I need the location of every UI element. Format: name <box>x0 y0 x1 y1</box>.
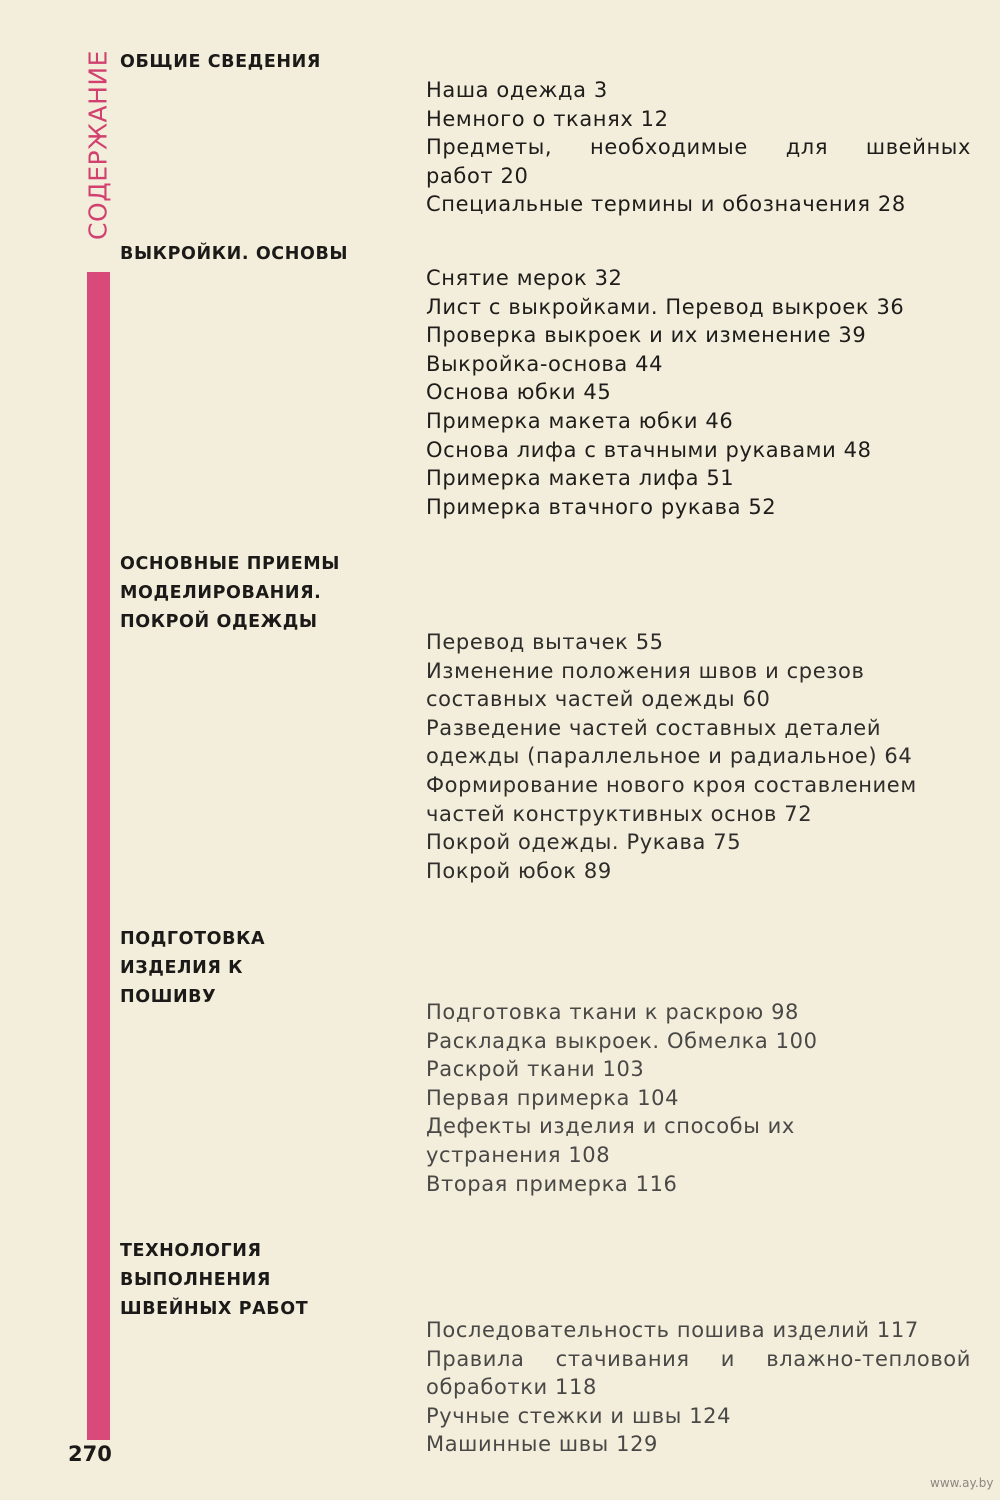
section-title-general <box>120 48 321 77</box>
toc-entry <box>426 1027 971 1056</box>
toc-entry-line: Изменение положения швов и срезов <box>426 658 865 683</box>
toc-entry <box>426 628 971 657</box>
toc-entry-line: Правила стачивания и влажно-тепловой <box>426 1346 971 1371</box>
toc-entry-line: Раскладка выкроек. Обмелка 100 <box>426 1028 818 1053</box>
toc-entry-line: Примерка макета юбки 46 <box>426 408 734 433</box>
toc-entry <box>426 857 971 886</box>
toc-entry <box>426 1055 971 1084</box>
toc-entry-line: Последовательность пошива изделий 117 <box>426 1318 919 1342</box>
toc-entry-line: составных частей одежды 60 <box>426 687 771 712</box>
toc-list-technology <box>426 1316 971 1459</box>
toc-entry <box>426 264 971 293</box>
section-title-line: ИЗДЕЛИЯ К <box>120 958 244 978</box>
toc-entry-line: Специальные термины и обозначения 28 <box>426 192 906 217</box>
toc-entry <box>426 1345 971 1402</box>
toc-entry <box>426 493 971 522</box>
vertical-contents-title <box>82 43 114 248</box>
toc-entry-line: Покрой юбок 89 <box>426 858 612 883</box>
section-title-line: ВЫКРОЙКИ. ОСНОВЫ <box>120 244 349 264</box>
section-title-line: ПОДГОТОВКА <box>120 929 266 949</box>
section-title-line: ШВЕЙНЫХ РАБОТ <box>120 1299 309 1319</box>
toc-entry <box>426 1430 971 1459</box>
toc-entry-line: Примерка макета лифа 51 <box>426 466 735 491</box>
toc-entry-line: Основа юбки 45 <box>426 380 612 405</box>
toc-entry <box>426 378 971 407</box>
section-title-line: ПОШИВУ <box>120 987 217 1007</box>
toc-entry-line: устранения 108 <box>426 1142 611 1167</box>
toc-entry-line: Немного о тканях 12 <box>426 106 669 131</box>
toc-entry <box>426 1112 971 1169</box>
toc-entry-line: Основа лифа с втачными рукавами 48 <box>426 437 872 462</box>
section-title-preparation <box>120 925 265 1012</box>
section-title-line: ТЕХНОЛОГИЯ <box>120 1241 262 1261</box>
accent-bar <box>87 272 110 1440</box>
toc-entry-line: Раскрой ткани 103 <box>426 1057 645 1082</box>
toc-entry-line: Выкройка-основа 44 <box>426 351 664 376</box>
section-title-line: ОСНОВНЫЕ ПРИЕМЫ <box>120 554 341 574</box>
toc-entry <box>426 133 971 190</box>
toc-entry-line: Машинные швы 129 <box>426 1432 659 1457</box>
toc-entry <box>426 1316 971 1345</box>
toc-entry <box>426 464 971 493</box>
toc-list-general <box>426 76 971 219</box>
section-title-line: ПОКРОЙ ОДЕЖДЫ <box>120 612 318 632</box>
toc-entry-line: одежды (параллельное и радиальное) 64 <box>426 744 913 769</box>
toc-entry-line: Вторая примерка 116 <box>426 1171 678 1196</box>
toc-entry-line: обработки 118 <box>426 1375 597 1400</box>
toc-entry-line: Примерка втачного рукава 52 <box>426 494 777 519</box>
toc-entry-line: Предметы, необходимые для швейных <box>426 135 971 160</box>
toc-list-preparation <box>426 998 971 1198</box>
toc-entry <box>426 714 971 771</box>
section-title-line: ВЫПОЛНЕНИЯ <box>120 1270 271 1290</box>
toc-entry <box>426 998 971 1027</box>
toc-entry <box>426 293 971 322</box>
toc-entry-line: Дефекты изделия и способы их <box>426 1114 795 1139</box>
toc-entry-line: работ 20 <box>426 163 529 188</box>
section-title-technology <box>120 1237 308 1324</box>
toc-entry <box>426 1170 971 1199</box>
toc-entry <box>426 321 971 350</box>
toc-entry <box>426 190 971 219</box>
page-number: 270 <box>68 1442 112 1466</box>
toc-entry-line: Разведение частей составных деталей <box>426 715 882 740</box>
toc-entry <box>426 436 971 465</box>
toc-entry <box>426 771 971 828</box>
toc-entry-line: Подготовка ткани к раскрою 98 <box>426 1000 800 1024</box>
section-title-line: ОБЩИЕ СВЕДЕНИЯ <box>120 52 321 72</box>
toc-entry <box>426 1402 971 1431</box>
section-title-line: МОДЕЛИРОВАНИЯ. <box>120 583 322 603</box>
toc-entry <box>426 105 971 134</box>
vertical-contents-title-text: СОДЕРЖАНИЕ <box>83 50 113 240</box>
toc-list-patterns <box>426 264 971 521</box>
toc-entry-line: Лист с выкройками. Перевод выкроек 36 <box>426 294 905 319</box>
toc-entry-line: Проверка выкроек и их изменение 39 <box>426 323 867 348</box>
toc-entry-line: Формирование нового кроя составлением <box>426 772 917 797</box>
toc-entry-line: Ручные стежки и швы 124 <box>426 1403 732 1428</box>
watermark: www.ay.by <box>930 1476 994 1490</box>
section-title-modeling <box>120 550 340 637</box>
toc-entry-line: частей конструктивных основ 72 <box>426 801 813 826</box>
toc-entry <box>426 76 971 105</box>
toc-entry <box>426 828 971 857</box>
toc-entry-line: Наша одежда 3 <box>426 78 608 102</box>
toc-entry-line: Снятие мерок 32 <box>426 266 623 290</box>
toc-entry-line: Перевод вытачек 55 <box>426 630 664 654</box>
toc-entry-line: Первая примерка 104 <box>426 1085 680 1110</box>
toc-entry <box>426 407 971 436</box>
toc-entry-line: Покрой одежды. Рукава 75 <box>426 830 742 855</box>
toc-entry <box>426 657 971 714</box>
section-title-patterns <box>120 240 348 269</box>
toc-list-modeling <box>426 628 971 885</box>
toc-entry <box>426 350 971 379</box>
toc-entry <box>426 1084 971 1113</box>
